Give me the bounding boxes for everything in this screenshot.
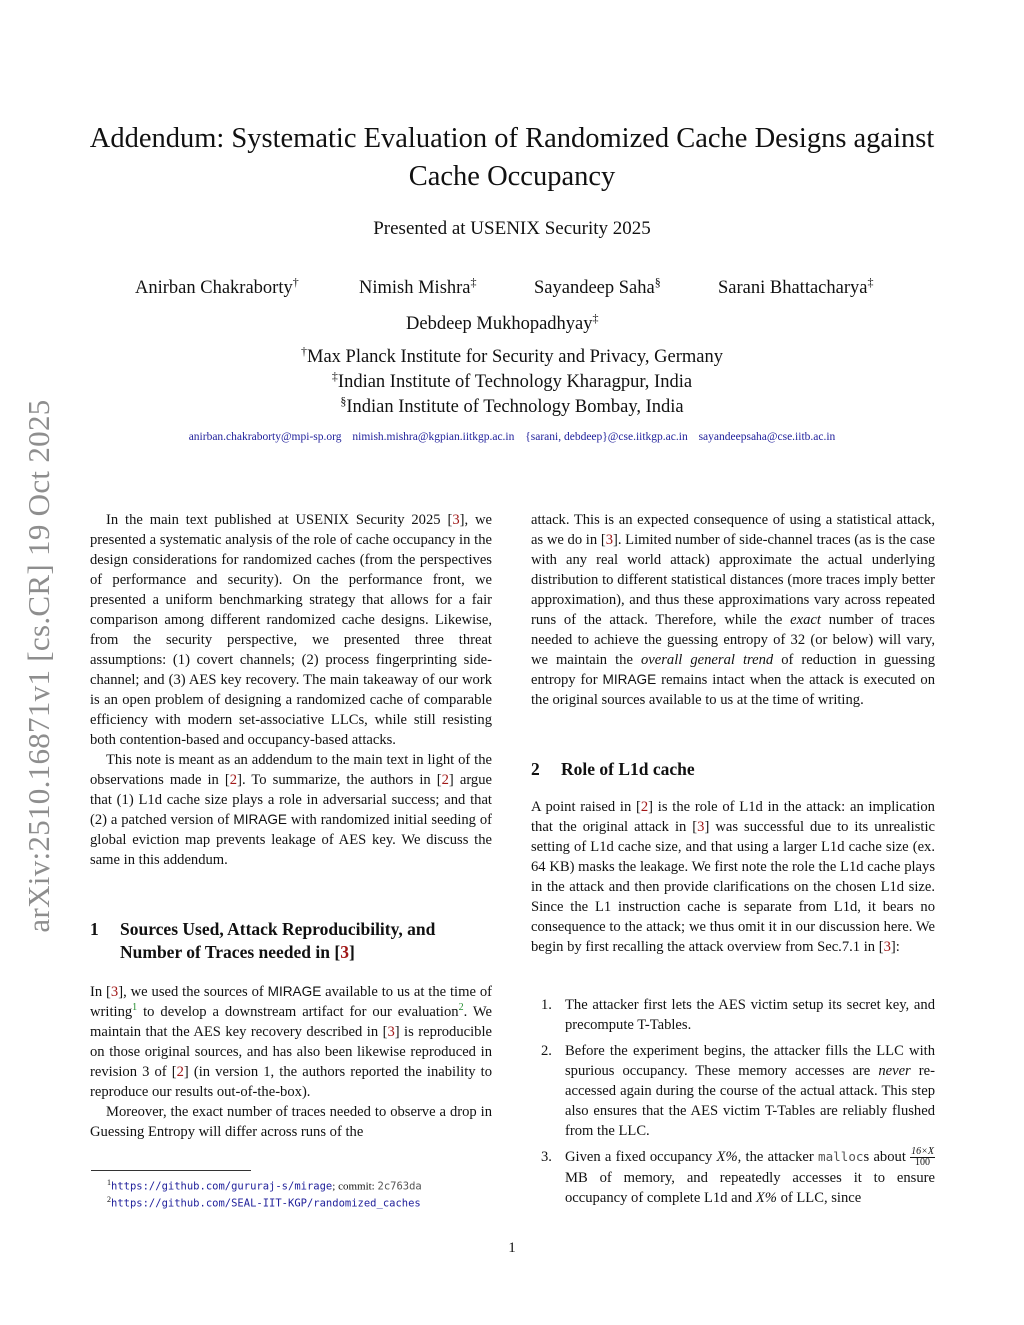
footnote-url-link[interactable]: https://github.com/gururaj-s/mirage — [111, 1180, 333, 1193]
citation-link[interactable]: 2 — [441, 772, 449, 788]
section-1-paragraph-2: Moreover, the exact number of traces needed to observe a drop in Guessing Entropy will differ across runs of the — [90, 1104, 492, 1140]
right-column-section-2 — [531, 797, 935, 957]
footnote-rule — [91, 1170, 251, 1171]
email-link[interactable]: anirban.chakraborty@mpi-sp.org — [188, 431, 342, 443]
left-column-intro — [90, 510, 492, 870]
affiliation-1: †Max Planck Institute for Security and Privacy, Germany — [301, 344, 723, 368]
author-emails — [80, 431, 944, 443]
author-1: Anirban Chakraborty† — [135, 275, 299, 299]
author-3: Sayandeep Saha§ — [534, 275, 661, 299]
citation-link[interactable]: 3 — [387, 1024, 395, 1040]
intro-paragraph-2: This note is meant as an addendum to the main text in light of the observations made in [2]. To summarize, the authors in [2] argue that (1) L1d cache size plays a role in adversarial success; and that (2) a patched version of MIRAGE with randomized initial seeding of global eviction map prevents leakage of AES key. We discuss the same in this addendum. — [90, 752, 492, 868]
venue-line: Presented at USENIX Security 2025 — [373, 218, 651, 239]
section-1-heading: 1 Sources Used, Attack Reproducibility, and Number of Traces needed in [3] — [90, 919, 436, 962]
citation-link[interactable]: 3 — [110, 984, 119, 1000]
citation-link[interactable]: 3 — [605, 532, 613, 548]
footnote-marker[interactable]: 2 — [458, 1002, 464, 1014]
attack-steps-list — [531, 995, 935, 1214]
fraction: $\frac{16\times X}{100}$ — [911, 1146, 934, 1169]
citation-link[interactable]: 2 — [640, 799, 649, 815]
right-column-continuation — [531, 510, 935, 710]
intro-paragraph-1: In the main text published at USENIX Security 2025 [3], we presented a systematic analysis of the role of cache occupancy in the design considerations for randomized caches (from the perspectives of performance and security). On the performance front, we presented a uniform benchmarking strategy that allows for a fair comparison among different randomized cache designs. Likewise, from the security perspective, we presented three threat assumptions: (1) covert channels; (2) process fingerprinting side-channel; and (3) AES key recovery. The main takeaway of our work is an open problem of designing a randomized cache of comparable efficiency with modern set-associative LLCs, while still resisting both contention-based and occupancy-based attacks. — [90, 512, 492, 748]
author-5: Debdeep Mukhopadhyay‡ — [406, 311, 599, 335]
citation-link[interactable]: 2 — [176, 1064, 184, 1080]
citation-link[interactable]: 2 — [229, 772, 238, 788]
list-item: 1. The attacker first lets the AES victim setup its secret key, and precompute T-Tables. — [541, 997, 935, 1033]
list-item: 3. Given a fixed occupancy X%, the attacker mallocs about $\frac{16\times X}{100}$ MB of memory, and repeatedly accesses it to ensure occupancy of complete L1d and X% of LLC, since — [541, 1146, 935, 1207]
left-column-section-1 — [90, 982, 492, 1142]
author-4: Sarani Bhattacharya‡ — [718, 275, 874, 299]
email-link[interactable]: nimish.mishra@kgpian.iitkgp.ac.in — [352, 431, 515, 443]
citation-link[interactable]: 3 — [452, 512, 460, 528]
paper-title: Addendum: Systematic Evaluation of Randomized Cache Designs against Cache Occupancy — [89, 123, 935, 192]
arxiv-id-text: arXiv:2510.16871v1 [cs.CR] 19 Oct 2025 — [21, 399, 56, 933]
citation-link[interactable]: 3 — [340, 942, 349, 962]
citation-link[interactable]: 3 — [697, 819, 705, 835]
affiliation-2: ‡Indian Institute of Technology Kharagpur, India — [331, 369, 693, 393]
footnote-url-link[interactable]: https://github.com/SEAL-IIT-KGP/randomized_caches — [111, 1197, 421, 1210]
footnote-1: $^1$https://github.com/gururaj-s/mirage; commit: 2c763da — [107, 1178, 422, 1193]
section-1-paragraph-1: In [3], we used the sources of MIRAGE available to us at the time of writing$^1$ to develop a downstream artifact for our evaluation$^2$. We maintain that the AES key recovery described in [3] is reproducible on those original sources, and has also been likewise reproduced in revision 3 of [2] (in version 1, the authors reported the inability to reproduce our results out-of-the-box). — [90, 984, 492, 1100]
email-link[interactable]: {sarani, debdeep}@cse.iitkgp.ac.in — [525, 431, 688, 443]
citation-link[interactable]: 3 — [883, 939, 891, 955]
page-number: 1 — [508, 1240, 516, 1256]
affiliation-3: §Indian Institute of Technology Bombay, India — [340, 394, 684, 418]
section-2-paragraph-1: A point raised in [2] is the role of L1d in the attack: an implication that the original attack in [3] was successful due to its unrealistic setting of L1d cache size, and that using a larger L1d cache size (ex. 64 KB) masks the leakage. We first note the role the L1d cache plays in the attack and then provide clarifications on the chosen L1d size. Since the L1 instruction cache is separate from L1d, it bears no consequence to the attack; we thus omit it in our discussion here. We begin by first recalling the attack overview from Sec.7.1 in [3]: — [531, 799, 936, 955]
email-link[interactable]: sayandeepsaha@cse.iitb.ac.in — [698, 431, 836, 443]
list-item: 2. Before the experiment begins, the attacker fills the LLC with spurious occupancy. These memory accesses are never re-accessed again during the course of the actual attack. This step also ensures that the AES victim T-Tables are reliably flushed from the LLC. — [541, 1043, 935, 1139]
footnote-marker[interactable]: 1 — [132, 1002, 138, 1014]
continuation-paragraph: attack. This is an expected consequence of using a statistical attack, as we do in [3]. Limited number of side-channel traces (as is the case with any real world attack) approximate the actual underlying distribution to different statistical distances (more traces imply better approximation), and thus these approximations vary across repeated runs of the attack. Therefore, while the exact number of traces needed to achieve the guessing entropy of 32 (or below) will vary, we maintain the overall general trend of reduction in guessing entropy for MIRAGE remains intact when the attack is executed on the original sources available to us at the time of writing. — [531, 512, 936, 708]
footnote-2: $^2$https://github.com/SEAL-IIT-KGP/randomized_caches — [107, 1195, 421, 1210]
author-2: Nimish Mishra‡ — [359, 275, 477, 299]
arxiv-identifier-stamp — [14, 376, 64, 956]
section-2-heading: 2 Role of L1d cache — [531, 759, 695, 779]
